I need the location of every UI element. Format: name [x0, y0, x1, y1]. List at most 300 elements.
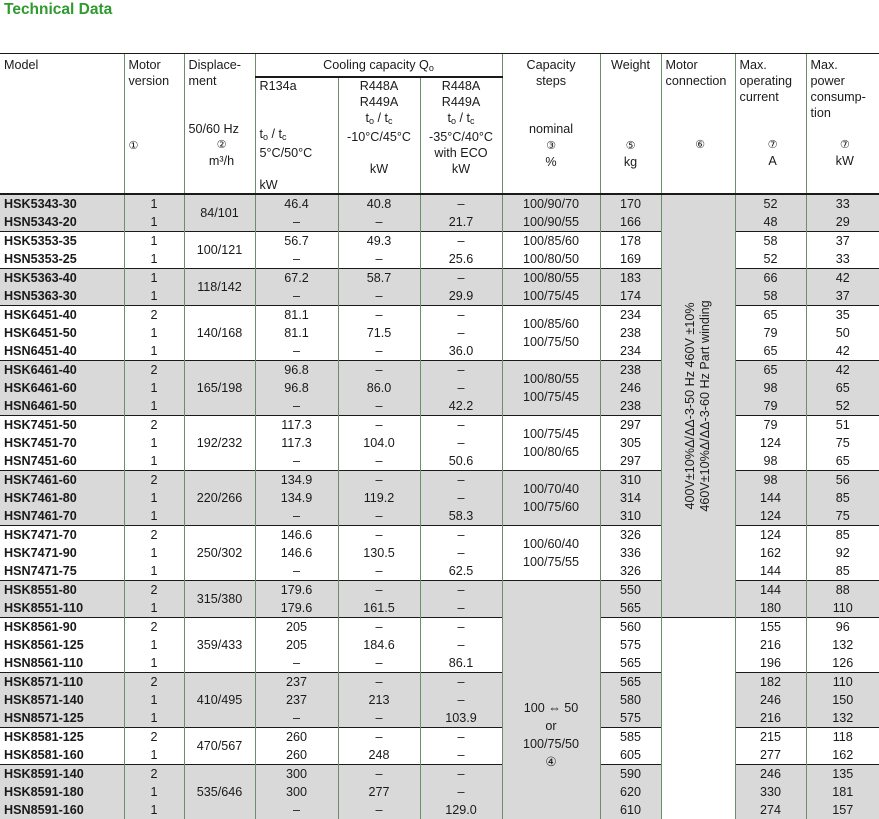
r448a-capacity-cell: – [338, 765, 420, 784]
weight-cell: 575 [600, 636, 661, 654]
r134a-capacity-cell: – [255, 507, 338, 526]
r134a-capacity-cell: 81.1 [255, 306, 338, 325]
table-row [0, 654, 879, 673]
r448a-capacity-cell: – [338, 728, 420, 747]
model-cell: HSK7461-60 [0, 471, 124, 490]
max-power-cell: 110 [806, 673, 879, 692]
motor-version-cell: 1 [124, 709, 184, 728]
max-current-cell: 330 [735, 783, 806, 801]
table-body [0, 194, 879, 819]
motor-version-cell: 1 [124, 783, 184, 801]
max-power-cell: 29 [806, 213, 879, 232]
table-row [0, 618, 879, 637]
r448a-capacity-cell: – [338, 562, 420, 581]
capacity-steps-line: or [503, 717, 600, 735]
capacity-steps-line: 100 ⇔ 50 [503, 699, 600, 717]
page-title: Technical Data [4, 0, 112, 22]
r448a-eco-capacity-cell: – [420, 306, 502, 325]
r448a-eco-capacity-cell: 58.3 [420, 507, 502, 526]
header-r448a: R448A R449A $t_o / t_c$ -10°C/45°C kW [338, 77, 420, 194]
r448a-eco-capacity-cell: – [420, 434, 502, 452]
motor-version-cell: 1 [124, 287, 184, 306]
weight-cell: 305 [600, 434, 661, 452]
max-power-cell: 85 [806, 526, 879, 545]
motor-version-cell: 2 [124, 306, 184, 325]
header-cooling-capacity: Cooling capacity $Q_o$ [255, 54, 502, 78]
r448a-capacity-cell: 104.0 [338, 434, 420, 452]
r448a-capacity-cell: 248 [338, 746, 420, 765]
motor-version-cell: 2 [124, 728, 184, 747]
r448a-eco-capacity-cell: – [420, 526, 502, 545]
max-power-cell: 65 [806, 379, 879, 397]
motor-version-cell: 2 [124, 618, 184, 637]
weight-cell: 575 [600, 709, 661, 728]
r448a-capacity-cell: – [338, 654, 420, 673]
table-row [0, 287, 879, 306]
weight-cell: 178 [600, 232, 661, 251]
displacement-cell: 470/567 [184, 728, 255, 765]
table-row [0, 434, 879, 452]
max-current-cell: 180 [735, 599, 806, 618]
model-cell: HSN8561-110 [0, 654, 124, 673]
motor-version-cell: 1 [124, 213, 184, 232]
r448a-eco-capacity-cell: – [420, 232, 502, 251]
max-current-cell: 79 [735, 324, 806, 342]
r448a-capacity-cell: 213 [338, 691, 420, 709]
max-current-cell: 246 [735, 765, 806, 784]
max-current-cell: 196 [735, 654, 806, 673]
r448a-eco-capacity-cell: 50.6 [420, 452, 502, 471]
model-cell: HSK8591-180 [0, 783, 124, 801]
table-row [0, 269, 879, 288]
r134a-capacity-cell: 56.7 [255, 232, 338, 251]
table-row [0, 397, 879, 416]
header-max-current: Max. operating current ⑦ A [735, 54, 806, 195]
model-cell: HSN6451-40 [0, 342, 124, 361]
max-power-cell: 135 [806, 765, 879, 784]
motor-version-cell: 2 [124, 471, 184, 490]
header-model: Model [0, 54, 124, 195]
motor-version-cell: 1 [124, 801, 184, 819]
table-row [0, 452, 879, 471]
max-current-cell: 79 [735, 416, 806, 435]
r448a-eco-capacity-cell: – [420, 194, 502, 213]
r448a-capacity-cell: – [338, 213, 420, 232]
motor-connection-line: 400V±10%Δ/ΔΔ-3-50 Hz 460V ±10% [683, 300, 698, 511]
r134a-capacity-cell: – [255, 342, 338, 361]
r134a-capacity-cell: 300 [255, 783, 338, 801]
r448a-capacity-cell: 277 [338, 783, 420, 801]
motor-version-cell: 2 [124, 361, 184, 380]
motor-version-cell: 1 [124, 232, 184, 251]
r448a-eco-capacity-cell: 25.6 [420, 250, 502, 269]
capacity-steps-cell: 100/85/60 [502, 232, 600, 251]
max-current-cell: 124 [735, 434, 806, 452]
max-power-cell: 162 [806, 746, 879, 765]
motor-version-cell: 1 [124, 324, 184, 342]
table-row [0, 324, 879, 342]
max-power-cell: 118 [806, 728, 879, 747]
motor-version-cell: 1 [124, 691, 184, 709]
max-current-cell: 58 [735, 287, 806, 306]
motor-version-cell: 1 [124, 599, 184, 618]
table-row [0, 801, 879, 819]
r134a-capacity-cell: 300 [255, 765, 338, 784]
r448a-capacity-cell: – [338, 673, 420, 692]
r448a-eco-capacity-cell: – [420, 471, 502, 490]
r448a-eco-capacity-cell: 36.0 [420, 342, 502, 361]
weight-cell: 565 [600, 654, 661, 673]
weight-cell: 336 [600, 544, 661, 562]
max-power-cell: 37 [806, 232, 879, 251]
model-cell: HSK8561-125 [0, 636, 124, 654]
capacity-steps-line: 100/85/60 [503, 315, 600, 333]
max-power-cell: 88 [806, 581, 879, 600]
capacity-steps-cell [502, 361, 600, 416]
header-motor-version: Motor version ① [124, 54, 184, 195]
motor-version-cell: 1 [124, 636, 184, 654]
motor-version-cell: 1 [124, 434, 184, 452]
r134a-capacity-cell: 179.6 [255, 599, 338, 618]
table-row [0, 250, 879, 269]
max-power-cell: 126 [806, 654, 879, 673]
max-current-cell: 48 [735, 213, 806, 232]
max-power-cell: 132 [806, 636, 879, 654]
max-current-cell: 65 [735, 306, 806, 325]
weight-cell: 326 [600, 562, 661, 581]
max-current-cell: 98 [735, 379, 806, 397]
max-current-cell: 52 [735, 194, 806, 213]
model-cell: HSN7471-75 [0, 562, 124, 581]
max-current-cell: 215 [735, 728, 806, 747]
max-power-cell: 42 [806, 269, 879, 288]
max-current-cell: 144 [735, 581, 806, 600]
max-current-cell: 182 [735, 673, 806, 692]
displacement-cell: 84/101 [184, 194, 255, 232]
model-cell: HSK8551-80 [0, 581, 124, 600]
r134a-capacity-cell: 260 [255, 746, 338, 765]
model-cell: HSK8581-125 [0, 728, 124, 747]
weight-cell: 169 [600, 250, 661, 269]
table-row [0, 306, 879, 325]
table-row [0, 379, 879, 397]
max-power-cell: 75 [806, 507, 879, 526]
weight-cell: 560 [600, 618, 661, 637]
model-cell: HSN6461-50 [0, 397, 124, 416]
max-current-cell: 124 [735, 507, 806, 526]
model-cell: HSK8551-110 [0, 599, 124, 618]
table-row [0, 562, 879, 581]
r448a-capacity-cell: – [338, 452, 420, 471]
r134a-capacity-cell: – [255, 213, 338, 232]
r134a-capacity-cell: – [255, 250, 338, 269]
weight-cell: 610 [600, 801, 661, 819]
table-row [0, 673, 879, 692]
max-power-cell: 42 [806, 361, 879, 380]
model-cell: HSK5343-30 [0, 194, 124, 213]
max-current-cell: 155 [735, 618, 806, 637]
table-row [0, 728, 879, 747]
table-row [0, 636, 879, 654]
weight-cell: 605 [600, 746, 661, 765]
weight-cell: 580 [600, 691, 661, 709]
capacity-steps-line: 100/75/50 [503, 333, 600, 351]
model-cell: HSK5363-40 [0, 269, 124, 288]
header-max-power: Max. power consump- tion ⑦ kW [806, 54, 879, 195]
r448a-capacity-cell: – [338, 287, 420, 306]
table-row [0, 489, 879, 507]
r448a-capacity-cell: – [338, 397, 420, 416]
r448a-eco-capacity-cell: – [420, 783, 502, 801]
r448a-eco-capacity-cell: – [420, 489, 502, 507]
model-cell: HSN5353-25 [0, 250, 124, 269]
capacity-steps-line: 100/80/65 [503, 443, 600, 461]
max-current-cell: 98 [735, 452, 806, 471]
displacement-cell: 140/168 [184, 306, 255, 361]
max-power-cell: 150 [806, 691, 879, 709]
max-power-cell: 181 [806, 783, 879, 801]
table-row [0, 471, 879, 490]
max-power-cell: 96 [806, 618, 879, 637]
r448a-eco-capacity-cell: – [420, 544, 502, 562]
r448a-eco-capacity-cell: 86.1 [420, 654, 502, 673]
table-row [0, 361, 879, 380]
r448a-capacity-cell: 119.2 [338, 489, 420, 507]
motor-version-cell: 1 [124, 489, 184, 507]
r134a-capacity-cell: 46.4 [255, 194, 338, 213]
weight-cell: 234 [600, 306, 661, 325]
motor-version-cell: 2 [124, 416, 184, 435]
weight-cell: 620 [600, 783, 661, 801]
header-r134a: R134a $t_o / t_c$ 5°C/50°C kW [255, 77, 338, 194]
max-current-cell: 66 [735, 269, 806, 288]
displacement-cell: 250/302 [184, 526, 255, 581]
motor-version-cell: 1 [124, 562, 184, 581]
r448a-eco-capacity-cell: – [420, 324, 502, 342]
motor-version-cell: 1 [124, 397, 184, 416]
motor-version-cell: 1 [124, 544, 184, 562]
model-cell: HSK5353-35 [0, 232, 124, 251]
r134a-capacity-cell: 134.9 [255, 471, 338, 490]
capacity-steps-cell: 100/75/45 [502, 287, 600, 306]
r134a-capacity-cell: 96.8 [255, 379, 338, 397]
capacity-steps-cell: 100/80/55 [502, 269, 600, 288]
weight-cell: 565 [600, 673, 661, 692]
r448a-eco-capacity-cell: 103.9 [420, 709, 502, 728]
table-row [0, 765, 879, 784]
displacement-cell: 220/266 [184, 471, 255, 526]
header-r448a-eco: R448A R449A $t_o / t_c$ -35°C/40°C with ECO kW [420, 77, 502, 194]
max-current-cell: 144 [735, 562, 806, 581]
max-current-cell: 216 [735, 636, 806, 654]
max-power-cell: 33 [806, 194, 879, 213]
r448a-capacity-cell: – [338, 342, 420, 361]
motor-version-cell: 1 [124, 507, 184, 526]
model-cell: HSK7451-70 [0, 434, 124, 452]
r448a-eco-capacity-cell: – [420, 581, 502, 600]
table-row [0, 526, 879, 545]
model-cell: HSK6461-60 [0, 379, 124, 397]
r448a-capacity-cell: – [338, 507, 420, 526]
r448a-capacity-cell: – [338, 526, 420, 545]
capacity-steps-cell: 100/80/50 [502, 250, 600, 269]
weight-cell: 166 [600, 213, 661, 232]
r134a-capacity-cell: 205 [255, 618, 338, 637]
r448a-eco-capacity-cell: – [420, 416, 502, 435]
r134a-capacity-cell: 67.2 [255, 269, 338, 288]
capacity-steps-cell [502, 306, 600, 361]
max-power-cell: 33 [806, 250, 879, 269]
r448a-eco-capacity-cell: 29.9 [420, 287, 502, 306]
weight-cell: 297 [600, 416, 661, 435]
r448a-capacity-cell: 71.5 [338, 324, 420, 342]
r448a-eco-capacity-cell: – [420, 379, 502, 397]
r134a-capacity-cell: 96.8 [255, 361, 338, 380]
max-power-cell: 42 [806, 342, 879, 361]
max-power-cell: 110 [806, 599, 879, 618]
model-cell: HSN8571-125 [0, 709, 124, 728]
r448a-eco-capacity-cell: – [420, 599, 502, 618]
model-cell: HSN7461-70 [0, 507, 124, 526]
weight-cell: 565 [600, 599, 661, 618]
table-row [0, 783, 879, 801]
r448a-eco-capacity-cell: – [420, 361, 502, 380]
model-cell: HSN8591-160 [0, 801, 124, 819]
displacement-cell: 100/121 [184, 232, 255, 269]
r448a-eco-capacity-cell: – [420, 269, 502, 288]
capacity-steps-cell [502, 526, 600, 581]
weight-cell: 550 [600, 581, 661, 600]
weight-cell: 238 [600, 361, 661, 380]
weight-cell: 590 [600, 765, 661, 784]
r134a-capacity-cell: 146.6 [255, 526, 338, 545]
r448a-eco-capacity-cell: 42.2 [420, 397, 502, 416]
displacement-cell: 359/433 [184, 618, 255, 673]
max-power-cell: 85 [806, 562, 879, 581]
table-row [0, 213, 879, 232]
motor-version-cell: 1 [124, 379, 184, 397]
r448a-eco-capacity-cell: 129.0 [420, 801, 502, 819]
table-row [0, 599, 879, 618]
weight-cell: 310 [600, 471, 661, 490]
r134a-capacity-cell: – [255, 709, 338, 728]
r134a-capacity-cell: – [255, 397, 338, 416]
header-capacity-steps: Capacity steps nominal ③ % [502, 54, 600, 195]
r134a-capacity-cell: 81.1 [255, 324, 338, 342]
weight-cell: 246 [600, 379, 661, 397]
displacement-cell: 192/232 [184, 416, 255, 471]
motor-version-cell: 2 [124, 673, 184, 692]
motor-version-cell: 1 [124, 250, 184, 269]
r448a-capacity-cell: – [338, 581, 420, 600]
r134a-capacity-cell: 117.3 [255, 416, 338, 435]
model-cell: HSK7471-90 [0, 544, 124, 562]
max-power-cell: 56 [806, 471, 879, 490]
model-cell: HSK8571-140 [0, 691, 124, 709]
capacity-steps-cell: 100/90/55 [502, 213, 600, 232]
capacity-steps-line: 100/75/55 [503, 553, 600, 571]
r448a-capacity-cell: – [338, 709, 420, 728]
model-cell: HSN7451-60 [0, 452, 124, 471]
r134a-capacity-cell: 146.6 [255, 544, 338, 562]
motor-version-cell: 2 [124, 526, 184, 545]
max-power-cell: 52 [806, 397, 879, 416]
motor-version-cell: 1 [124, 342, 184, 361]
displacement-cell: 165/198 [184, 361, 255, 416]
r134a-capacity-cell: – [255, 654, 338, 673]
max-power-cell: 75 [806, 434, 879, 452]
r448a-eco-capacity-cell: – [420, 691, 502, 709]
weight-cell: 310 [600, 507, 661, 526]
max-current-cell: 65 [735, 361, 806, 380]
max-power-cell: 37 [806, 287, 879, 306]
model-cell: HSN5343-20 [0, 213, 124, 232]
capacity-steps-cell: 100/90/70 [502, 194, 600, 213]
displacement-cell: 315/380 [184, 581, 255, 618]
header-displacement: Displace- ment 50/60 Hz ② m³/h [184, 54, 255, 195]
capacity-steps-line: 100/75/60 [503, 498, 600, 516]
capacity-steps-line: 100/75/45 [503, 388, 600, 406]
max-current-cell: 144 [735, 489, 806, 507]
motor-version-cell: 1 [124, 269, 184, 288]
motor-version-cell: 1 [124, 194, 184, 213]
model-cell: HSK7451-50 [0, 416, 124, 435]
r448a-eco-capacity-cell: – [420, 746, 502, 765]
max-power-cell: 92 [806, 544, 879, 562]
capacity-steps-line: 100/75/45 [503, 425, 600, 443]
displacement-cell: 410/495 [184, 673, 255, 728]
max-power-cell: 132 [806, 709, 879, 728]
r448a-capacity-cell: 58.7 [338, 269, 420, 288]
table-row [0, 581, 879, 600]
weight-cell: 170 [600, 194, 661, 213]
model-cell: HSK7461-80 [0, 489, 124, 507]
r134a-capacity-cell: 179.6 [255, 581, 338, 600]
weight-cell: 297 [600, 452, 661, 471]
r134a-capacity-cell: 237 [255, 673, 338, 692]
r134a-capacity-cell: 260 [255, 728, 338, 747]
r134a-capacity-cell: – [255, 562, 338, 581]
capacity-steps-line: 100/70/40 [503, 480, 600, 498]
r134a-capacity-cell: 117.3 [255, 434, 338, 452]
max-current-cell: 216 [735, 709, 806, 728]
r448a-capacity-cell: 161.5 [338, 599, 420, 618]
r134a-capacity-cell: – [255, 801, 338, 819]
max-power-cell: 157 [806, 801, 879, 819]
max-power-cell: 65 [806, 452, 879, 471]
table-row [0, 746, 879, 765]
capacity-steps-cell [502, 471, 600, 526]
r448a-capacity-cell: – [338, 250, 420, 269]
capacity-steps-line: 100/80/55 [503, 370, 600, 388]
motor-connection-cell [661, 618, 735, 819]
r448a-capacity-cell: 130.5 [338, 544, 420, 562]
weight-cell: 238 [600, 397, 661, 416]
motor-connection-cell [661, 194, 735, 618]
r448a-capacity-cell: – [338, 306, 420, 325]
motor-version-cell: 1 [124, 746, 184, 765]
max-power-cell: 51 [806, 416, 879, 435]
capacity-steps-cell [502, 416, 600, 471]
max-current-cell: 274 [735, 801, 806, 819]
r448a-capacity-cell: 40.8 [338, 194, 420, 213]
header-motor-connection: Motor connection ⑥ [661, 54, 735, 195]
r448a-eco-capacity-cell: – [420, 673, 502, 692]
max-power-cell: 85 [806, 489, 879, 507]
displacement-cell: 118/142 [184, 269, 255, 306]
r448a-eco-capacity-cell: – [420, 765, 502, 784]
motor-version-cell: 2 [124, 765, 184, 784]
